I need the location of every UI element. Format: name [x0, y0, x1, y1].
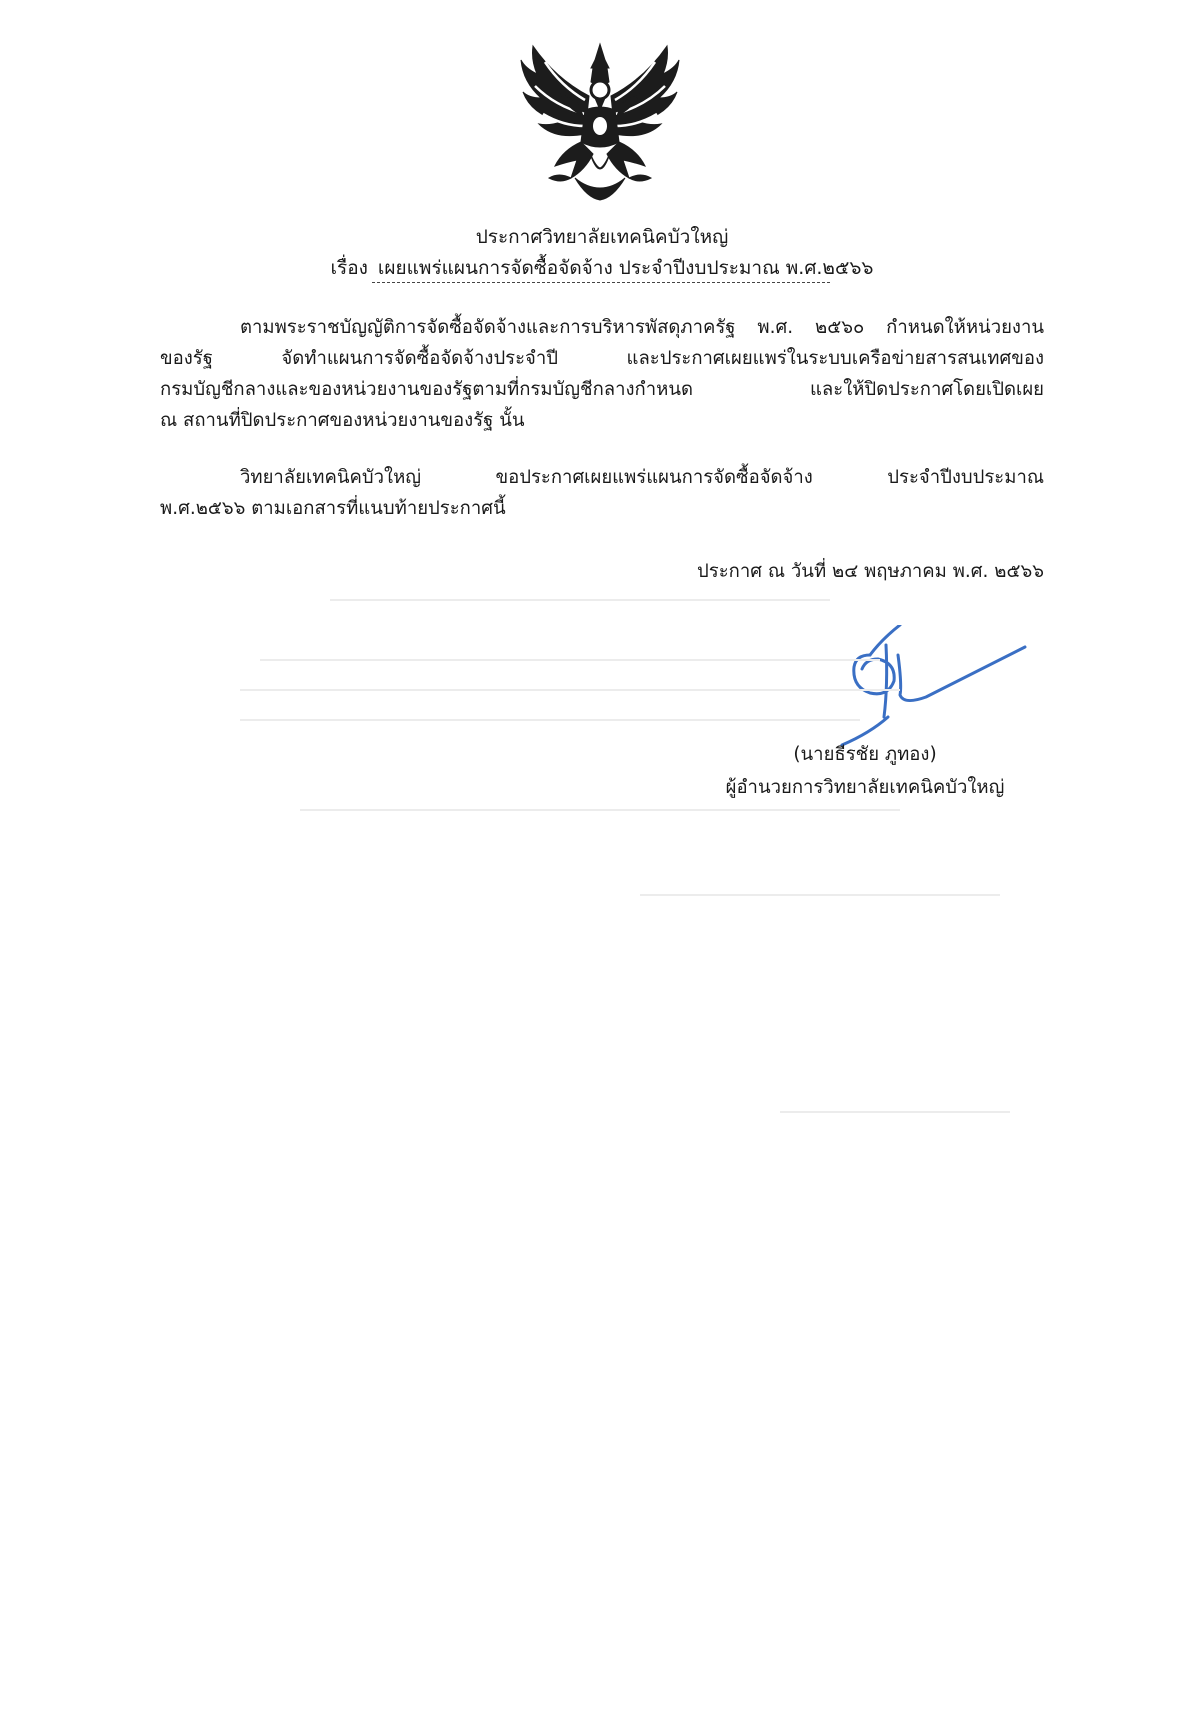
paragraph-2-line: พ.ศ.๒๕๖๖ ตามเอกสารที่แนบท้ายประกาศนี้: [160, 498, 506, 519]
announcement-title: ประกาศวิทยาลัยเทคนิคบัวใหญ่: [475, 226, 729, 248]
handwritten-signature-icon: [830, 625, 1030, 750]
paragraph-1-line: ของรัฐ จัดทำแผนการจัดซื้อจัดจ้างประจำปี และประกาศเผยแพร่ในระบบเครือข่ายสารสนเทศของ: [160, 348, 1044, 369]
body-paragraph-2: [160, 462, 1044, 524]
subject-label: เรื่อง: [330, 257, 368, 279]
signer-position: ผู้อำนวยการวิทยาลัยเทคนิคบัวใหญ่: [725, 777, 1005, 798]
announcement-date: ประกาศ ณ วันที่ ๒๔ พฤษภาคม พ.ศ. ๒๕๖๖: [697, 561, 1044, 582]
garuda-emblem-icon: [515, 38, 685, 203]
paragraph-1-line: กรมบัญชีกลางและของหน่วยงานของรัฐตามที่กรมบัญชีกลางกำหนด และให้ปิดประกาศโดยเปิดเผย: [160, 379, 1044, 400]
paragraph-2-line: วิทยาลัยเทคนิคบัวใหญ่ ขอประกาศเผยแพร่แผนการจัดซื้อจัดจ้าง ประจำปีงบประมาณ: [240, 467, 1044, 488]
body-paragraph-1: [160, 312, 1044, 436]
signer-name: (นายธีรชัย ภูทอง): [793, 744, 937, 765]
announcement-subject: [0, 253, 1204, 283]
paragraph-1-line: ณ สถานที่ปิดประกาศของหน่วยงานของรัฐ นั้น: [160, 410, 525, 431]
paragraph-1-line: ตามพระราชบัญญัติการจัดซื้อจัดจ้างและการบริหารพัสดุภาครัฐ พ.ศ. ๒๕๖๐ กำหนดให้หน่วยงาน: [240, 317, 1044, 338]
subject-text: เผยแพร่แผนการจัดซื้อจัดจ้าง ประจำปีงบประมาณ พ.ศ.๒๕๖๖: [377, 257, 874, 279]
header-separator: [372, 282, 830, 283]
